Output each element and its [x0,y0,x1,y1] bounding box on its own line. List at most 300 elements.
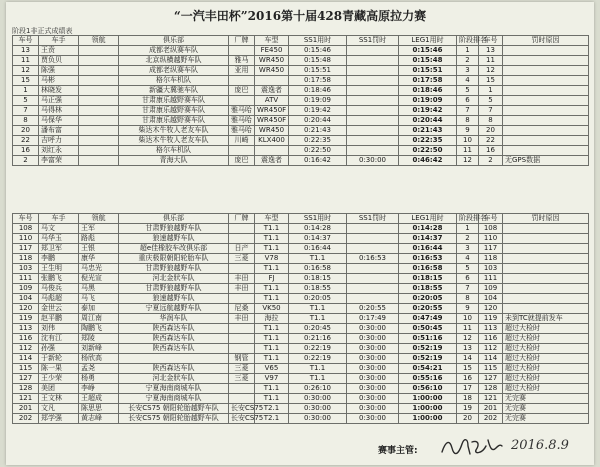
cell-club: 长安CS75 朝阳轮胎越野车队 [119,404,229,414]
cell-leg1-time: 0:22:50 [399,146,457,156]
cell-navigator: 马黑 [79,284,119,294]
cell-penalty-reason [503,304,589,314]
cell-leg1-time: 0:20:44 [399,116,457,126]
cell-penalty-reason [503,274,589,284]
cell-model: T1.1 [255,334,289,344]
cell-club: 成都老纵赛车队 [119,66,229,76]
cell-ss1-time: 0:22:19 [289,344,347,354]
cell-model: V97 [255,374,289,384]
header-penalty-reason: 罚时原因 [503,36,589,46]
cell-club: 格尔车机队 [119,146,229,156]
cell-club: 宁夏海南商城车队 [119,384,229,394]
cell-club: 宁夏远航越野车队 [119,304,229,314]
cell-rank: 5 [457,264,479,274]
cell-car-no: 1 [13,86,39,96]
cell-driver: 李富荣 [39,156,79,166]
cell-driver: 马华玉 [39,234,79,244]
header-model: 车型 [255,36,289,46]
cell-penalty-reason [503,126,589,136]
cell-club: 北京纵横越野车队 [119,56,229,66]
cell-car-no-repeat: 110 [479,234,503,244]
table-row [13,404,589,414]
cell-ss1-penalty [347,274,399,284]
cell-model: VK50 [255,304,289,314]
cell-car-no: 119 [13,314,39,324]
cell-penalty-reason [503,96,589,106]
cell-leg1-time: 0:20:55 [399,304,457,314]
header-car-no-repeat: 车号 [479,214,503,224]
cell-navigator: 王超成 [79,394,119,404]
cell-model: KLX400 [255,136,289,146]
cell-club: 狼速越野车队 [119,294,229,304]
cell-rank: 9 [457,126,479,136]
cell-club: 狼速越野车队 [119,234,229,244]
cell-ss1-time: 0:30:00 [289,394,347,404]
cell-driver: 李鹏 [39,254,79,264]
cell-car-no-repeat: 13 [479,46,503,56]
cell-model: 震逸者 [255,156,289,166]
cell-ss1-time: 0:18:55 [289,284,347,294]
cell-penalty-reason [503,234,589,244]
cell-ss1-penalty: 0:30:00 [347,404,399,414]
cell-navigator [79,96,119,106]
cell-navigator: 马忠光 [79,264,119,274]
cell-penalty-reason: 无完赛 [503,404,589,414]
cell-model [255,76,289,86]
cell-car-no-repeat: 16 [479,146,503,156]
cell-ss1-penalty: 0:30:00 [347,394,399,404]
cell-driver: 张鹏飞 [39,274,79,284]
cell-brand: 三菱 [229,374,255,384]
cell-brand: 日产 [229,244,255,254]
cell-ss1-time: 0:15:48 [289,56,347,66]
cell-club: 甘肃康乐越野赛车队 [119,96,229,106]
cell-penalty-reason [503,116,589,126]
cell-rank: 1 [457,224,479,234]
header-car-no-repeat: 车号 [479,36,503,46]
table-row [13,304,589,314]
cell-club [119,354,229,364]
cell-car-no: 20 [13,126,39,136]
cell-car-no: 112 [13,344,39,354]
header-car-no: 车号 [13,214,39,224]
cell-car-no-repeat: 2 [479,156,503,166]
cell-leg1-time: 0:19:09 [399,96,457,106]
cell-car-no-repeat: 121 [479,394,503,404]
cell-brand: 庞巴 [229,156,255,166]
cell-club: 华润车队 [119,314,229,324]
cell-ss1-penalty [347,66,399,76]
cell-driver: 贾负贝 [39,56,79,66]
cell-car-no-repeat: 113 [479,324,503,334]
cell-navigator: 孟尧 [79,364,119,374]
cell-car-no-repeat: 112 [479,344,503,354]
cell-model: T1.1 [255,294,289,304]
table-caption: 阶段1非正式成绩表 [12,27,73,35]
header-car-no: 车号 [13,36,39,46]
cell-car-no: 109 [13,284,39,294]
cell-ss1-penalty: 0:16:53 [347,254,399,264]
cell-ss1-time: 0:20:44 [289,116,347,126]
cell-ss1-penalty: 0:30:00 [347,354,399,364]
cell-ss1-time: 0:15:46 [289,46,347,56]
cell-brand: 长安CS75 [229,404,255,414]
cell-ss1-penalty [347,126,399,136]
cell-navigator [79,146,119,156]
table-row [13,244,589,254]
table-row [13,224,589,234]
table-row [13,314,589,324]
cell-car-no-repeat: 120 [479,304,503,314]
header-navigator: 领航 [79,214,119,224]
cell-leg1-time: 0:22:35 [399,136,457,146]
cell-rank: 7 [457,106,479,116]
cell-navigator: 倪光宣 [79,274,119,284]
header-ss1-penalty: SS1罚时 [347,36,399,46]
table-row [13,344,589,354]
table-row [13,394,589,404]
cell-ss1-penalty [347,46,399,56]
cell-car-no-repeat: 1 [479,86,503,96]
cell-car-no: 108 [13,224,39,234]
cell-navigator: 路彪 [79,234,119,244]
cell-club: 长安CS75 朝阳轮胎越野车队 [119,414,229,424]
cell-brand [229,234,255,244]
cell-ss1-time: 0:20:45 [289,324,347,334]
cell-rank: 15 [457,364,479,374]
cell-brand [229,224,255,234]
cell-ss1-penalty [347,76,399,86]
cell-leg1-time: 1:00:00 [399,414,457,424]
cell-car-no: 115 [13,364,39,374]
cell-rank: 3 [457,244,479,254]
cell-club: 宁夏海南商城车队 [119,394,229,404]
cell-car-no: 113 [13,324,39,334]
cell-brand: 川崎 [229,136,255,146]
cell-rank: 14 [457,354,479,364]
cell-penalty-reason [503,46,589,56]
header-brand: 厂牌 [229,214,255,224]
cell-brand [229,76,255,86]
cell-ss1-time: 0:16:42 [289,156,347,166]
table-row [13,126,589,136]
cell-ss1-penalty [347,116,399,126]
cell-penalty-reason [503,76,589,86]
cell-car-no-repeat: 108 [479,224,503,234]
cell-penalty-reason [503,224,589,234]
cell-rank: 8 [457,294,479,304]
cell-rank: 4 [457,76,479,86]
cell-brand: 丰田 [229,314,255,324]
cell-brand [229,394,255,404]
cell-club: 河北金狀车队 [119,374,229,384]
table-row [13,384,589,394]
cell-model: T1.1 [255,394,289,404]
cell-driver: 于新轮 [39,354,79,364]
header-rank: 阶段排名 [457,214,479,224]
cell-brand [229,344,255,354]
cell-car-no-repeat: 8 [479,116,503,126]
cell-brand [229,384,255,394]
sign-date: 2016.8.9 [511,438,569,453]
cell-brand [229,96,255,106]
cell-brand: 雅马 [229,56,255,66]
cell-leg1-time: 0:16:58 [399,264,457,274]
cell-navigator [79,56,119,66]
cell-car-no-repeat: 109 [479,284,503,294]
cell-navigator: 王银 [79,244,119,254]
table-header-row [13,36,589,46]
cell-brand: 雅马哈 [229,106,255,116]
cell-brand: 三菱 [229,364,255,374]
cell-ss1-time: T1.1 [289,304,347,314]
cell-driver: 美团 [39,384,79,394]
cell-brand [229,146,255,156]
cell-ss1-time: 0:14:37 [289,234,347,244]
cell-ss1-penalty: 0:30:00 [347,344,399,354]
cell-model: V65 [255,364,289,374]
cell-car-no: 120 [13,304,39,314]
cell-car-no: 22 [13,136,39,146]
cell-model: T2.1 [255,404,289,414]
cell-penalty-reason [503,284,589,294]
table-row [13,414,589,424]
cell-ss1-penalty [347,136,399,146]
cell-ss1-time: 0:14:28 [289,224,347,234]
cell-rank: 13 [457,344,479,354]
cell-driver: 马彬 [39,76,79,86]
cell-driver: 赵平鹏 [39,314,79,324]
header-penalty-reason: 罚时原因 [503,214,589,224]
cell-leg1-time: 0:52:19 [399,354,457,364]
cell-driver: 陈一果 [39,364,79,374]
cell-brand: 雅马哈 [229,126,255,136]
table-row [13,106,589,116]
cell-club: 陕西森达车队 [119,364,229,374]
table-header-row [13,214,589,224]
table-row [13,66,589,76]
cell-penalty-reason: 超过大检时 [503,334,589,344]
table-row [13,354,589,364]
cell-model: FJ [255,274,289,284]
cell-ss1-penalty: 0:17:49 [347,314,399,324]
header-driver: 车手 [39,36,79,46]
cell-rank: 11 [457,324,479,334]
header-leg1-time: LEG1用时 [399,214,457,224]
cell-navigator [79,86,119,96]
cell-rank: 19 [457,404,479,414]
cell-rank: 1 [457,46,479,56]
table-row [13,374,589,384]
cell-navigator [79,136,119,146]
cell-model: T1.1 [255,284,289,294]
table-row [13,254,589,264]
cell-navigator: 泰加 [79,304,119,314]
cell-driver: 马正强 [39,96,79,106]
cell-car-no: 116 [13,334,39,344]
cell-car-no: 2 [13,156,39,166]
cell-navigator: 杨勇 [79,374,119,384]
cell-club: 甘肃康乐越野赛车队 [119,116,229,126]
cell-rank: 4 [457,254,479,264]
table-row [13,324,589,334]
page-title: “一汽丰田杯”2016第十届428青藏高原拉力赛 [173,9,427,23]
cell-driver: 金世云 [39,304,79,314]
cell-ss1-time: T1.1 [289,374,347,384]
cell-penalty-reason [503,66,589,76]
cell-ss1-penalty [347,56,399,66]
cell-car-no: 5 [13,96,39,106]
cell-brand: 尼桑 [229,304,255,314]
cell-car-no-repeat: 202 [479,414,503,424]
cell-navigator: 康华 [79,254,119,264]
cell-leg1-time: 0:14:37 [399,234,457,244]
cell-rank: 11 [457,146,479,156]
cell-brand: 丰田 [229,274,255,284]
cell-brand [229,294,255,304]
cell-ss1-time: T1.1 [289,314,347,324]
header-driver: 车手 [39,214,79,224]
cell-car-no: 13 [13,46,39,56]
cell-club: 陕西森达车队 [119,344,229,354]
cell-car-no-repeat: 22 [479,136,503,146]
table-row [13,264,589,274]
cell-model: ATV [255,96,289,106]
cell-brand [229,264,255,274]
cell-driver: 沈有江 [39,334,79,344]
cell-car-no-repeat: 15 [479,76,503,86]
cell-navigator: 陶鹏飞 [79,324,119,334]
cell-club: 甘肃康乐越野赛车队 [119,106,229,116]
cell-driver: 马俊兵 [39,284,79,294]
cell-navigator: 陈思思 [79,404,119,414]
cell-rank: 8 [457,116,479,126]
cell-car-no-repeat: 116 [479,334,503,344]
header-brand: 厂牌 [229,36,255,46]
cell-leg1-time: 1:00:00 [399,404,457,414]
header-rank: 阶段排名 [457,36,479,46]
cell-model: T1.1 [255,224,289,234]
cell-ss1-penalty [347,106,399,116]
results-table-1 [12,35,589,166]
cell-ss1-time: 0:22:19 [289,354,347,364]
cell-penalty-reason: 超过大检时 [503,364,589,374]
cell-penalty-reason [503,56,589,66]
cell-leg1-time: 0:18:46 [399,86,457,96]
cell-rank: 3 [457,66,479,76]
cell-navigator [79,66,119,76]
results-table-2 [12,213,589,424]
cell-driver: 马得林 [39,106,79,116]
cell-driver: 潘布富 [39,126,79,136]
cell-club: 超e佳橡胶车改俱乐部 [119,244,229,254]
header-ss1-time: SS1用时 [289,36,347,46]
cell-car-no: 8 [13,116,39,126]
cell-ss1-penalty [347,146,399,156]
cell-car-no-repeat: 119 [479,314,503,324]
cell-brand: 丰田 [229,284,255,294]
cell-ss1-penalty [347,284,399,294]
cell-brand: 亚用 [229,66,255,76]
cell-rank: 10 [457,136,479,146]
cell-penalty-reason: 无完赛 [503,414,589,424]
cell-leg1-time: 0:51:16 [399,334,457,344]
cell-ss1-penalty: 0:30:00 [347,334,399,344]
cell-car-no-repeat: 114 [479,354,503,364]
cell-ss1-time: 0:16:44 [289,244,347,254]
cell-navigator: 刘新峰 [79,344,119,354]
cell-model: T1.1 [255,244,289,254]
cell-navigator [79,126,119,136]
cell-penalty-reason [503,136,589,146]
cell-club: 柴达木牛牧人老友车队 [119,136,229,146]
cell-ss1-time: 0:19:42 [289,106,347,116]
cell-ss1-time: 0:18:15 [289,274,347,284]
cell-navigator: 郑陵 [79,334,119,344]
cell-model [255,146,289,156]
table-row [13,76,589,86]
cell-rank: 16 [457,374,479,384]
cell-rank: 9 [457,304,479,314]
cell-car-no-repeat: 128 [479,384,503,394]
cell-penalty-reason: 超过大检时 [503,324,589,334]
cell-rank: 2 [457,56,479,66]
cell-model: T1.1 [255,264,289,274]
cell-ss1-time: 0:15:51 [289,66,347,76]
cell-ss1-time: T1.1 [289,364,347,374]
cell-driver: 郑学强 [39,414,79,424]
cell-ss1-time: 0:22:35 [289,136,347,146]
cell-model: WR450F [255,116,289,126]
cell-car-no: 121 [13,394,39,404]
table-row [13,234,589,244]
cell-leg1-time: 0:18:55 [399,284,457,294]
cell-leg1-time: 0:15:46 [399,46,457,56]
cell-brand: 长安CS75 [229,414,255,424]
cell-car-no: 201 [13,404,39,414]
cell-ss1-time: 0:18:46 [289,86,347,96]
cell-car-no: 111 [13,274,39,284]
cell-rank: 12 [457,156,479,166]
cell-car-no: 12 [13,66,39,76]
cell-car-no-repeat: 12 [479,66,503,76]
cell-club: 柴达木牛牧人老友车队 [119,126,229,136]
cell-ss1-time: 0:22:50 [289,146,347,156]
cell-ss1-penalty [347,294,399,304]
cell-penalty-reason [503,146,589,156]
cell-penalty-reason [503,294,589,304]
cell-driver: 刘红永 [39,146,79,156]
header-ss1-time: SS1用时 [289,214,347,224]
header-ss1-penalty: SS1罚时 [347,214,399,224]
table-row [13,294,589,304]
cell-driver: 马保华 [39,116,79,126]
cell-navigator: 马飞 [79,294,119,304]
cell-model: T1.1 [255,234,289,244]
table-row [13,116,589,126]
cell-car-no: 127 [13,374,39,384]
cell-ss1-time: 0:21:43 [289,126,347,136]
cell-navigator: 王军 [79,224,119,234]
cell-leg1-time: 0:16:53 [399,254,457,264]
cell-brand: 雅马哈 [229,116,255,126]
cell-ss1-penalty: 0:20:55 [347,304,399,314]
cell-ss1-penalty [347,224,399,234]
cell-ss1-penalty: 0:30:00 [347,414,399,424]
cell-car-no: 117 [13,244,39,254]
cell-model: 震逸者 [255,86,289,96]
cell-driver: 马文 [39,224,79,234]
